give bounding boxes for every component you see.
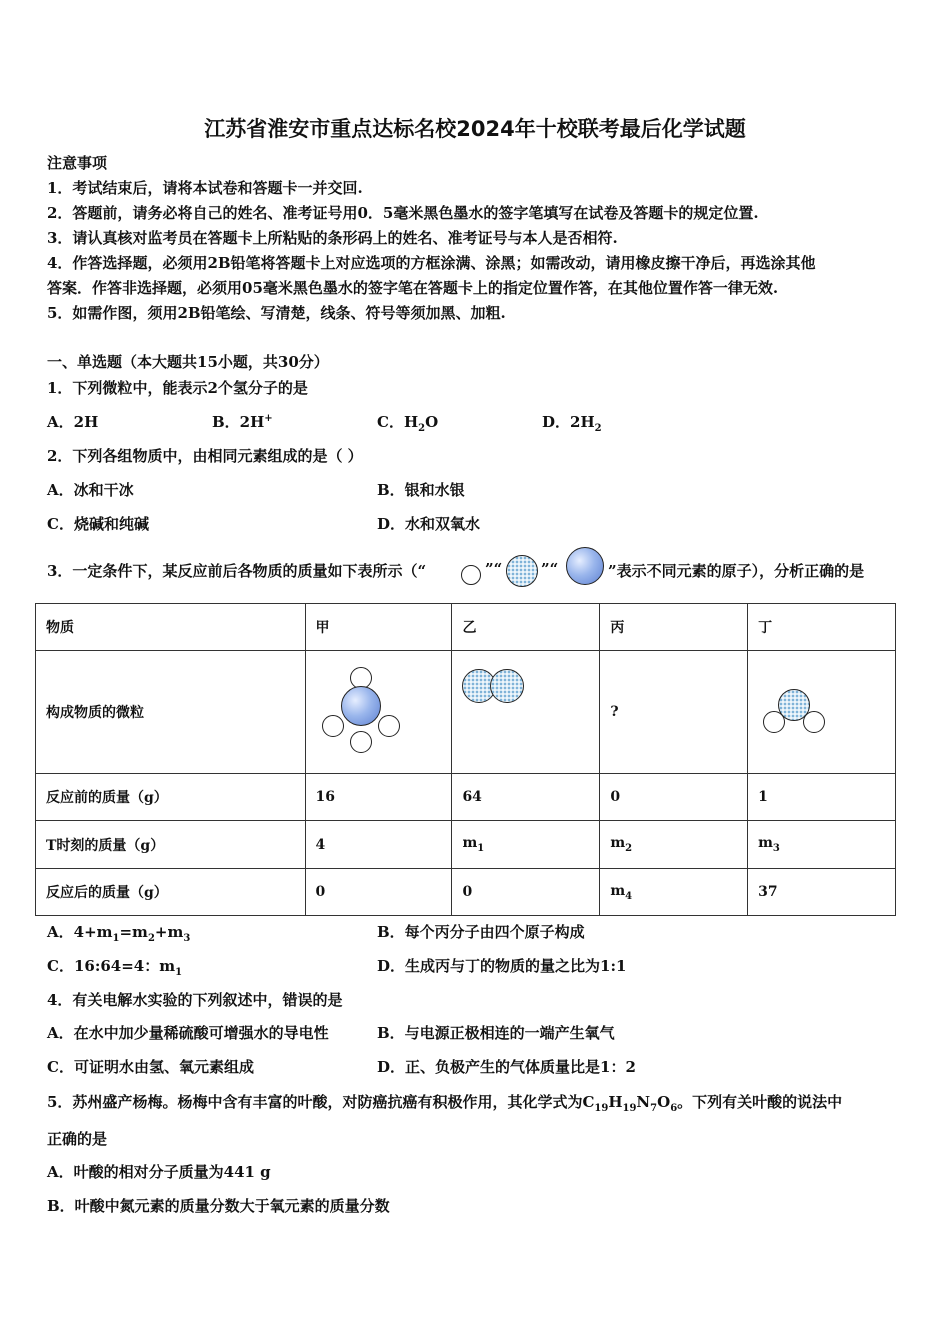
- header-cell: 丙: [600, 604, 748, 651]
- table-cell: 1: [748, 774, 896, 821]
- q3-stem-pre: 3．一定条件下，某反应前后各物质的质量如下表所示（“: [47, 562, 427, 580]
- notice-line: 答案．作答非选择题，必须用05毫米黑色墨水的签字笔在答题卡上的指定位置作答，在其他位置作答一律无效.: [47, 279, 779, 297]
- table-cell: 37: [748, 869, 896, 916]
- q5-option-b: B．叶酸中氮元素的质量分数大于氧元素的质量分数: [47, 1197, 390, 1215]
- table-row: [36, 821, 896, 869]
- table-cell: $m_3$: [748, 821, 896, 869]
- q3-stem-post: ”表示不同元素的原子），分析正确的是: [608, 562, 865, 580]
- q2-option-b: B．银和水银: [377, 481, 465, 499]
- notice-heading: 注意事项: [47, 154, 108, 172]
- notice-line: 5．如需作图，须用2B铅笔绘、写清楚，线条、符号等须加黑、加粗.: [47, 304, 506, 322]
- table-cell: 0: [600, 774, 748, 821]
- molecule-jia-icon: [316, 667, 406, 757]
- table-cell: 16: [305, 774, 452, 821]
- table-cell: $m_4$: [600, 869, 748, 916]
- q4-option-d: D．正、负极产生的气体质量比是1：2: [377, 1058, 636, 1076]
- q4-option-a: A．在水中加少量稀硫酸可增强水的导电性: [47, 1024, 329, 1042]
- row-label: 反应后的质量（g）: [36, 869, 306, 916]
- row-label: T时刻的质量（g）: [36, 821, 306, 869]
- q3-stem-quote: ”“: [541, 560, 559, 578]
- table-cell: $m_1$: [452, 821, 600, 869]
- header-cell: 丁: [748, 604, 896, 651]
- q2-stem: 2．下列各组物质中，由相同元素组成的是（ ）: [47, 447, 363, 465]
- q2-option-d: D．水和双氧水: [377, 515, 481, 533]
- row-label: 反应前的质量（g）: [36, 774, 306, 821]
- q1-option-c: C．$H_2O$: [377, 413, 439, 434]
- particle-jia: [305, 651, 452, 774]
- table-cell: 64: [452, 774, 600, 821]
- table-cell: 4: [305, 821, 452, 869]
- particle-bing-unknown: ?: [600, 651, 748, 774]
- q2-option-a: A．冰和干冰: [47, 481, 134, 499]
- q3-option-d: D．生成丙与丁的物质的量之比为1:1: [377, 957, 627, 975]
- particle-ding: [748, 651, 896, 774]
- notice-line: 3．请认真核对监考员在答题卡上所粘贴的条形码上的姓名、准考证号与本人是否相符.: [47, 229, 618, 247]
- q1-stem: 1．下列微粒中，能表示2个氢分子的是: [47, 379, 308, 397]
- q3-stem-quote: ”“: [485, 560, 503, 578]
- notice-line: 2．答题前，请务必将自己的姓名、准考证号用0．5毫米黑色墨水的签字笔填写在试卷及答题卡的规定位置.: [47, 204, 759, 222]
- table-row: [36, 774, 896, 821]
- notice-line: 4．作答选择题，必须用2B铅笔将答题卡上对应选项的方框涂满、涂黑；如需改动，请用橡皮擦干净后，再选涂其他: [47, 254, 816, 272]
- q1-option-b: B．2H+: [212, 413, 273, 431]
- page-title: 江苏省淮安市重点达标名校2024年十校联考最后化学试题: [204, 117, 746, 141]
- q1-option-a: A．2H: [47, 413, 99, 431]
- q3-option-c: C．16:64=4：$m_1$: [47, 957, 183, 978]
- header-cell: 物质: [36, 604, 306, 651]
- table-row-particles: [36, 651, 896, 774]
- q5-stem-cont: 正确的是: [47, 1130, 108, 1148]
- header-cell: 甲: [305, 604, 452, 651]
- q3-option-b: B．每个丙分子由四个原子构成: [377, 923, 585, 941]
- section-heading: 一、单选题（本大题共15小题，共30分）: [47, 353, 329, 371]
- header-cell: 乙: [452, 604, 600, 651]
- q1-option-d: D．$2H_2$: [542, 413, 602, 434]
- q4-stem: 4．有关电解水实验的下列叙述中，错误的是: [47, 991, 343, 1009]
- q5-option-a: A．叶酸的相对分子质量为441 g: [47, 1163, 271, 1181]
- q4-option-c: C．可证明水由氢、氧元素组成: [47, 1058, 254, 1076]
- molecule-ding-icon: [758, 687, 838, 737]
- table-row: [36, 869, 896, 916]
- table-cell: 0: [452, 869, 600, 916]
- molecule-yi-icon: [462, 669, 532, 705]
- notice-line: 1．考试结束后，请将本试卷和答题卡一并交回.: [47, 179, 363, 197]
- q3-data-table: [35, 603, 896, 916]
- hatched-atom-icon: [506, 555, 538, 587]
- particle-yi: [452, 651, 600, 774]
- row-label: 构成物质的微粒: [36, 651, 306, 774]
- q5-stem: 5．苏州盛产杨梅。杨梅中含有丰富的叶酸，对防癌抗癌有积极作用，其化学式为$C_{19}H_{19}N_7O_6$。下列有关叶酸的说法中: [47, 1093, 843, 1114]
- blue-atom-icon: [566, 547, 604, 585]
- q3-option-a: A．$4+m_1=m_2+m_3$: [47, 923, 191, 944]
- table-header-row: [36, 604, 896, 651]
- table-cell: 0: [305, 869, 452, 916]
- q2-option-c: C．烧碱和纯碱: [47, 515, 149, 533]
- white-atom-icon: [461, 565, 481, 585]
- q4-option-b: B．与电源正极相连的一端产生氧气: [377, 1024, 615, 1042]
- table-cell: $m_2$: [600, 821, 748, 869]
